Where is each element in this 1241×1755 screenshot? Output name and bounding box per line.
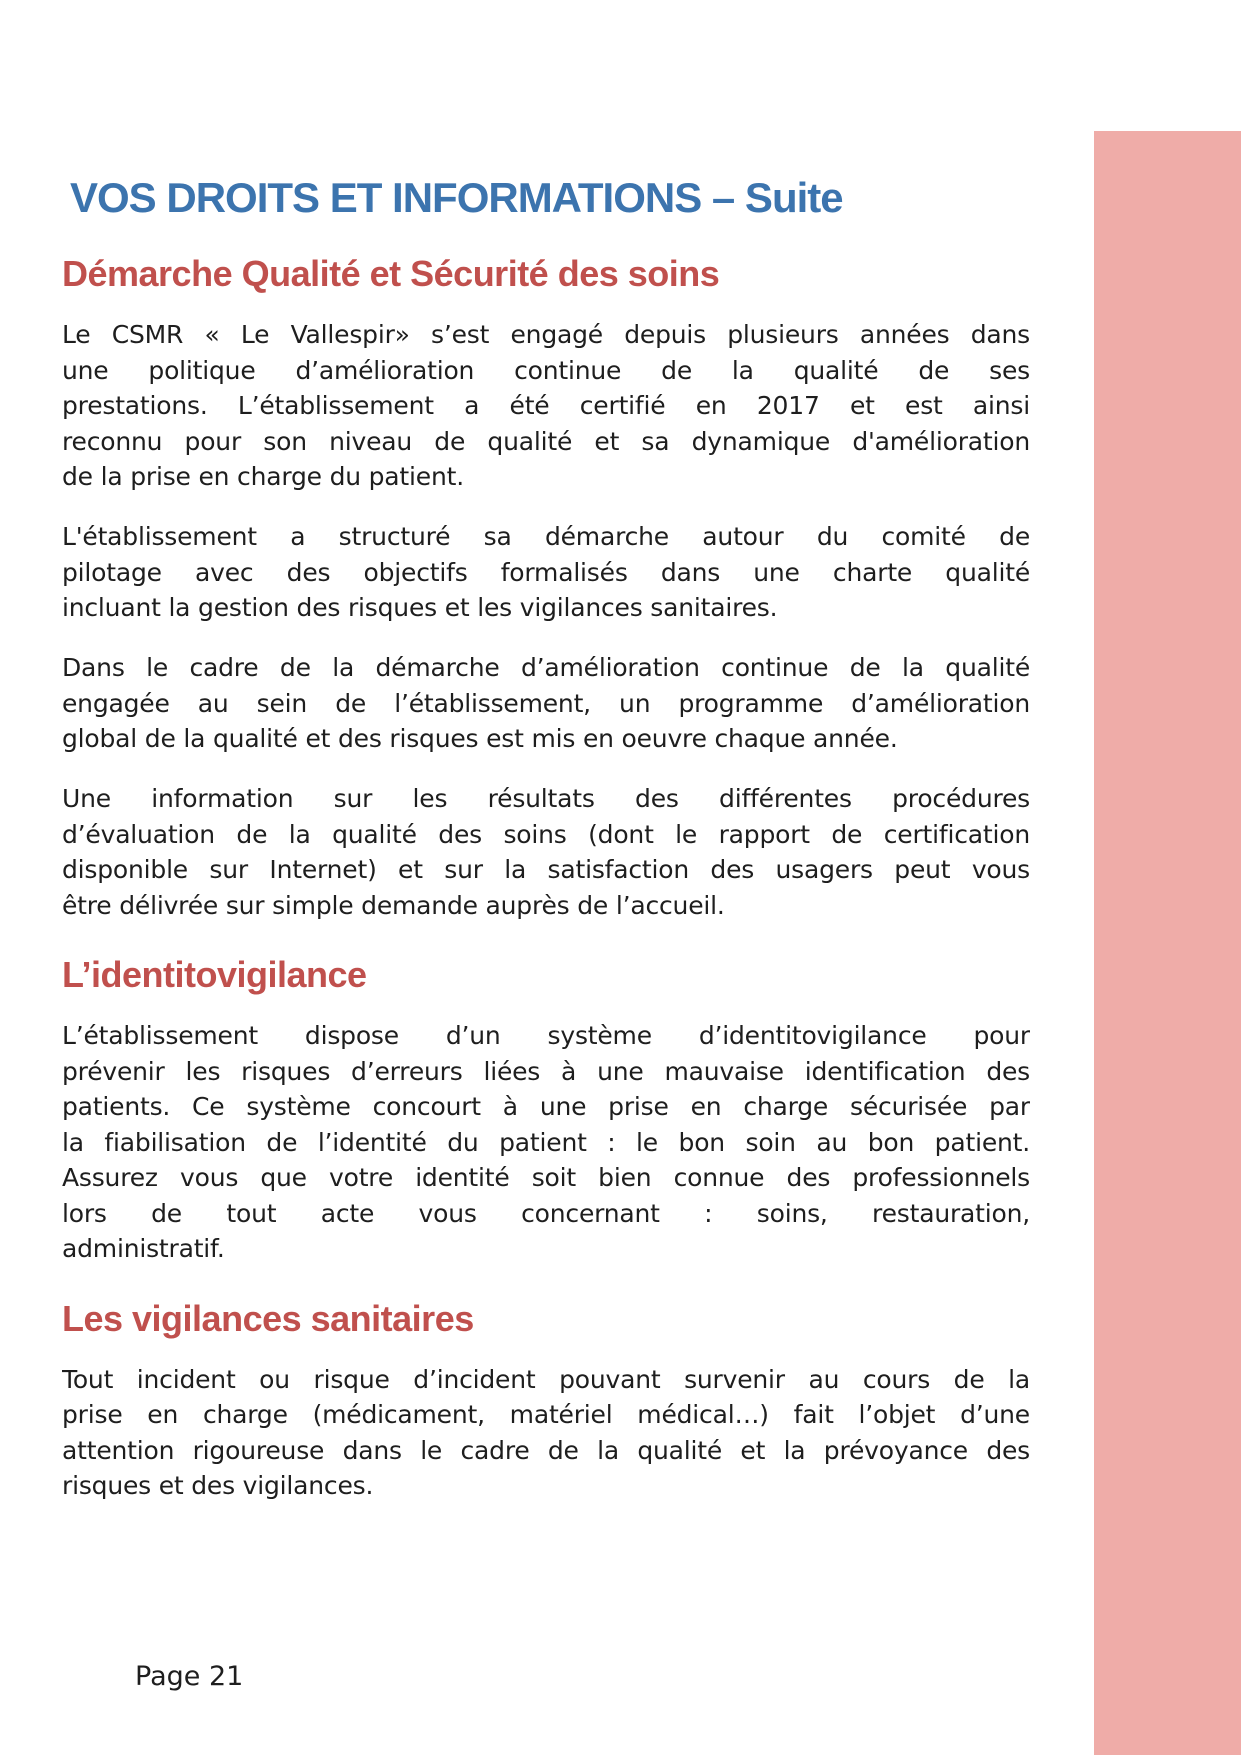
text-line: patients. Ce système concourt à une prise en charge sécurisée par	[62, 1092, 1030, 1121]
text-line: une politique d’amélioration continue de la qualité de ses	[62, 355, 1030, 385]
section-heading-demarche-qualite: Démarche Qualité et Sécurité des soins	[62, 253, 720, 294]
page-number: Page 21	[135, 1661, 244, 1692]
text-line: L’établissement dispose d’un système d’identitovigilance pour	[62, 1021, 1030, 1050]
page-content	[62, 0, 1030, 1504]
text-line: Tout incident ou risque d’incident pouvant survenir au cours de la	[62, 1364, 1030, 1394]
text-line: prise en charge (médicament, matériel médical…) fait l’objet d’une	[62, 1400, 1030, 1429]
text-line: risques et des vigilances.	[62, 1471, 374, 1500]
text-line: administratif.	[62, 1234, 225, 1263]
text-line: de la prise en charge du patient.	[62, 462, 464, 491]
section-vigilances-sanitaires	[62, 1298, 1030, 1504]
paragraph	[62, 1362, 1030, 1504]
text-line: la fiabilisation de l’identité du patient : le bon soin au bon patient.	[62, 1127, 1030, 1157]
text-line: engagée au sein de l’établissement, un programme d’amélioration	[62, 688, 1030, 718]
paragraph	[62, 317, 1030, 495]
section-heading-vigilances-sanitaires: Les vigilances sanitaires	[62, 1297, 474, 1339]
text-line: prévenir les risques d’erreurs liées à une mauvaise identification des	[62, 1056, 1030, 1086]
text-line: Le CSMR « Le Vallespir» s’est engagé depuis plusieurs années dans	[62, 320, 1030, 349]
paragraph	[62, 519, 1030, 626]
text-line: global de la qualité et des risques est mis en oeuvre chaque année.	[62, 724, 898, 753]
section-identitovigilance	[62, 954, 1030, 1267]
section-heading-identitovigilance: L’identitovigilance	[62, 954, 367, 995]
text-line: Une information sur les résultats des différentes procédures	[62, 784, 1030, 813]
paragraph	[62, 1018, 1030, 1267]
page-title: VOS DROITS ET INFORMATIONS – Suite	[70, 174, 843, 221]
text-line: attention rigoureuse dans le cadre de la qualité et la prévoyance des	[62, 1435, 1030, 1465]
text-line: reconnu pour son niveau de qualité et sa dynamique d'amélioration	[62, 426, 1030, 456]
text-line: être délivrée sur simple demande auprès de l’accueil.	[62, 890, 725, 920]
text-line: d’évaluation de la qualité des soins (dont le rapport de certification	[62, 819, 1030, 849]
text-line: pilotage avec des objectifs formalisés dans une charte qualité	[62, 557, 1030, 587]
section-demarche-qualite	[62, 253, 1030, 923]
text-line: lors de tout acte vous concernant : soins, restauration,	[62, 1198, 1030, 1228]
text-line: Dans le cadre de la démarche d’amélioration continue de la qualité	[62, 653, 1030, 682]
text-line: prestations. L’établissement a été certifié en 2017 et est ainsi	[62, 391, 1030, 420]
text-line: L'établissement a structuré sa démarche autour du comité de	[62, 522, 1030, 551]
paragraph	[62, 781, 1030, 923]
text-line: incluant la gestion des risques et les vigilances sanitaires.	[62, 593, 778, 622]
paragraph	[62, 650, 1030, 757]
text-line: Assurez vous que votre identité soit bien connue des professionnels	[62, 1163, 1030, 1192]
pink-accent-bar	[1094, 131, 1241, 1755]
text-line: disponible sur Internet) et sur la satisfaction des usagers peut vous	[62, 855, 1030, 884]
